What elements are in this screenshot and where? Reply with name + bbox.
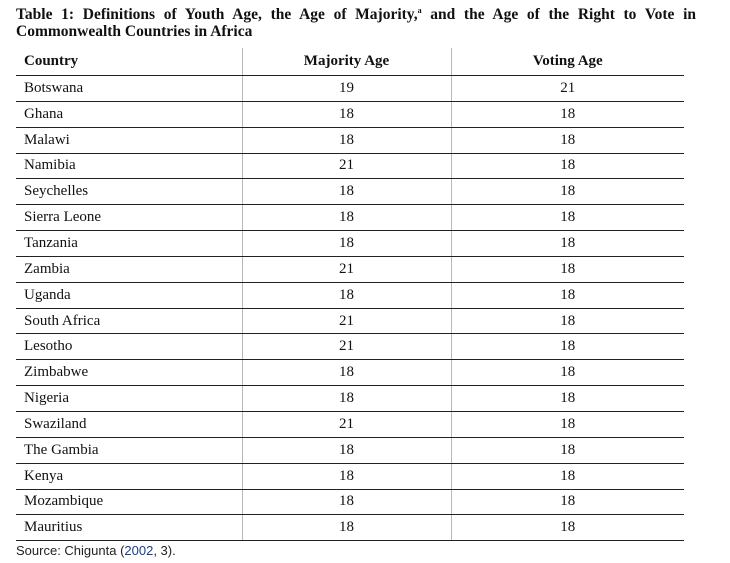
- majority-age-cell: 18: [242, 179, 451, 205]
- table-row: [16, 411, 684, 437]
- voting-age-cell: 18: [451, 463, 684, 489]
- header-majority-age: Majority Age: [242, 48, 451, 76]
- voting-age-cell: 18: [451, 179, 684, 205]
- voting-age-cell: 18: [451, 205, 684, 231]
- citation-year-link[interactable]: 2002: [124, 543, 154, 558]
- table-row: [16, 282, 684, 308]
- voting-age-cell: 21: [451, 76, 684, 102]
- table-row: [16, 179, 684, 205]
- country-cell: Botswana: [16, 76, 242, 102]
- table-row: [16, 515, 684, 541]
- majority-age-cell: 18: [242, 360, 451, 386]
- country-cell: Kenya: [16, 463, 242, 489]
- header-country: Country: [16, 48, 242, 76]
- voting-age-cell: 18: [451, 231, 684, 257]
- table-row: [16, 231, 684, 257]
- table-body: [16, 76, 684, 541]
- header-voting-age: Voting Age: [451, 48, 684, 76]
- country-cell: Mozambique: [16, 489, 242, 515]
- header-row: [16, 48, 684, 76]
- voting-age-cell: 18: [451, 360, 684, 386]
- table-row: [16, 256, 684, 282]
- table-row: [16, 386, 684, 412]
- caption-title: Definitions of Youth Age, the Age of Majority,: [82, 6, 418, 23]
- country-cell: Seychelles: [16, 179, 242, 205]
- majority-age-cell: 18: [242, 282, 451, 308]
- caption-label: Table 1:: [16, 6, 75, 23]
- voting-age-cell: 18: [451, 282, 684, 308]
- country-cell: Uganda: [16, 282, 242, 308]
- majority-age-cell: 18: [242, 463, 451, 489]
- voting-age-cell: 18: [451, 437, 684, 463]
- table-caption: [16, 6, 696, 40]
- country-cell: Sierra Leone: [16, 205, 242, 231]
- majority-age-cell: 18: [242, 489, 451, 515]
- majority-age-cell: 18: [242, 205, 451, 231]
- voting-age-cell: 18: [451, 386, 684, 412]
- source-prefix: Source: Chigunta (: [16, 543, 125, 558]
- country-cell: Mauritius: [16, 515, 242, 541]
- table-row: [16, 76, 684, 102]
- voting-age-cell: 18: [451, 101, 684, 127]
- table-row: [16, 101, 684, 127]
- table-row: [16, 205, 684, 231]
- table-row: [16, 334, 684, 360]
- voting-age-cell: 18: [451, 334, 684, 360]
- majority-age-cell: 19: [242, 76, 451, 102]
- source-suffix: , 3).: [153, 543, 176, 558]
- majority-age-cell: 18: [242, 101, 451, 127]
- majority-age-cell: 21: [242, 153, 451, 179]
- table-row: [16, 437, 684, 463]
- table-row: [16, 463, 684, 489]
- majority-age-cell: 18: [242, 127, 451, 153]
- table-row: [16, 127, 684, 153]
- majority-age-cell: 21: [242, 256, 451, 282]
- table-row: [16, 360, 684, 386]
- majority-age-cell: 18: [242, 231, 451, 257]
- country-cell: Malawi: [16, 127, 242, 153]
- voting-age-cell: 18: [451, 515, 684, 541]
- voting-age-cell: 18: [451, 127, 684, 153]
- country-cell: Ghana: [16, 101, 242, 127]
- country-cell: Tanzania: [16, 231, 242, 257]
- country-cell: Zambia: [16, 256, 242, 282]
- majority-age-cell: 18: [242, 437, 451, 463]
- voting-age-cell: 18: [451, 256, 684, 282]
- table-row: [16, 153, 684, 179]
- country-cell: Swaziland: [16, 411, 242, 437]
- majority-age-cell: 21: [242, 308, 451, 334]
- table-header: [16, 48, 684, 76]
- table-row: [16, 308, 684, 334]
- voting-age-cell: 18: [451, 411, 684, 437]
- country-cell: Lesotho: [16, 334, 242, 360]
- table-row: [16, 489, 684, 515]
- caption-title-continued: and the Age of the Right to Vote in Commonwealth Countries in Africa: [16, 6, 696, 40]
- majority-age-cell: 21: [242, 334, 451, 360]
- majority-age-cell: 18: [242, 386, 451, 412]
- country-cell: The Gambia: [16, 437, 242, 463]
- age-definitions-table: [16, 48, 684, 541]
- country-cell: Namibia: [16, 153, 242, 179]
- country-cell: South Africa: [16, 308, 242, 334]
- voting-age-cell: 18: [451, 489, 684, 515]
- country-cell: Zimbabwe: [16, 360, 242, 386]
- source-note: [16, 543, 176, 558]
- country-cell: Nigeria: [16, 386, 242, 412]
- footnote-marker[interactable]: a: [417, 6, 422, 15]
- majority-age-cell: 21: [242, 411, 451, 437]
- majority-age-cell: 18: [242, 515, 451, 541]
- voting-age-cell: 18: [451, 153, 684, 179]
- voting-age-cell: 18: [451, 308, 684, 334]
